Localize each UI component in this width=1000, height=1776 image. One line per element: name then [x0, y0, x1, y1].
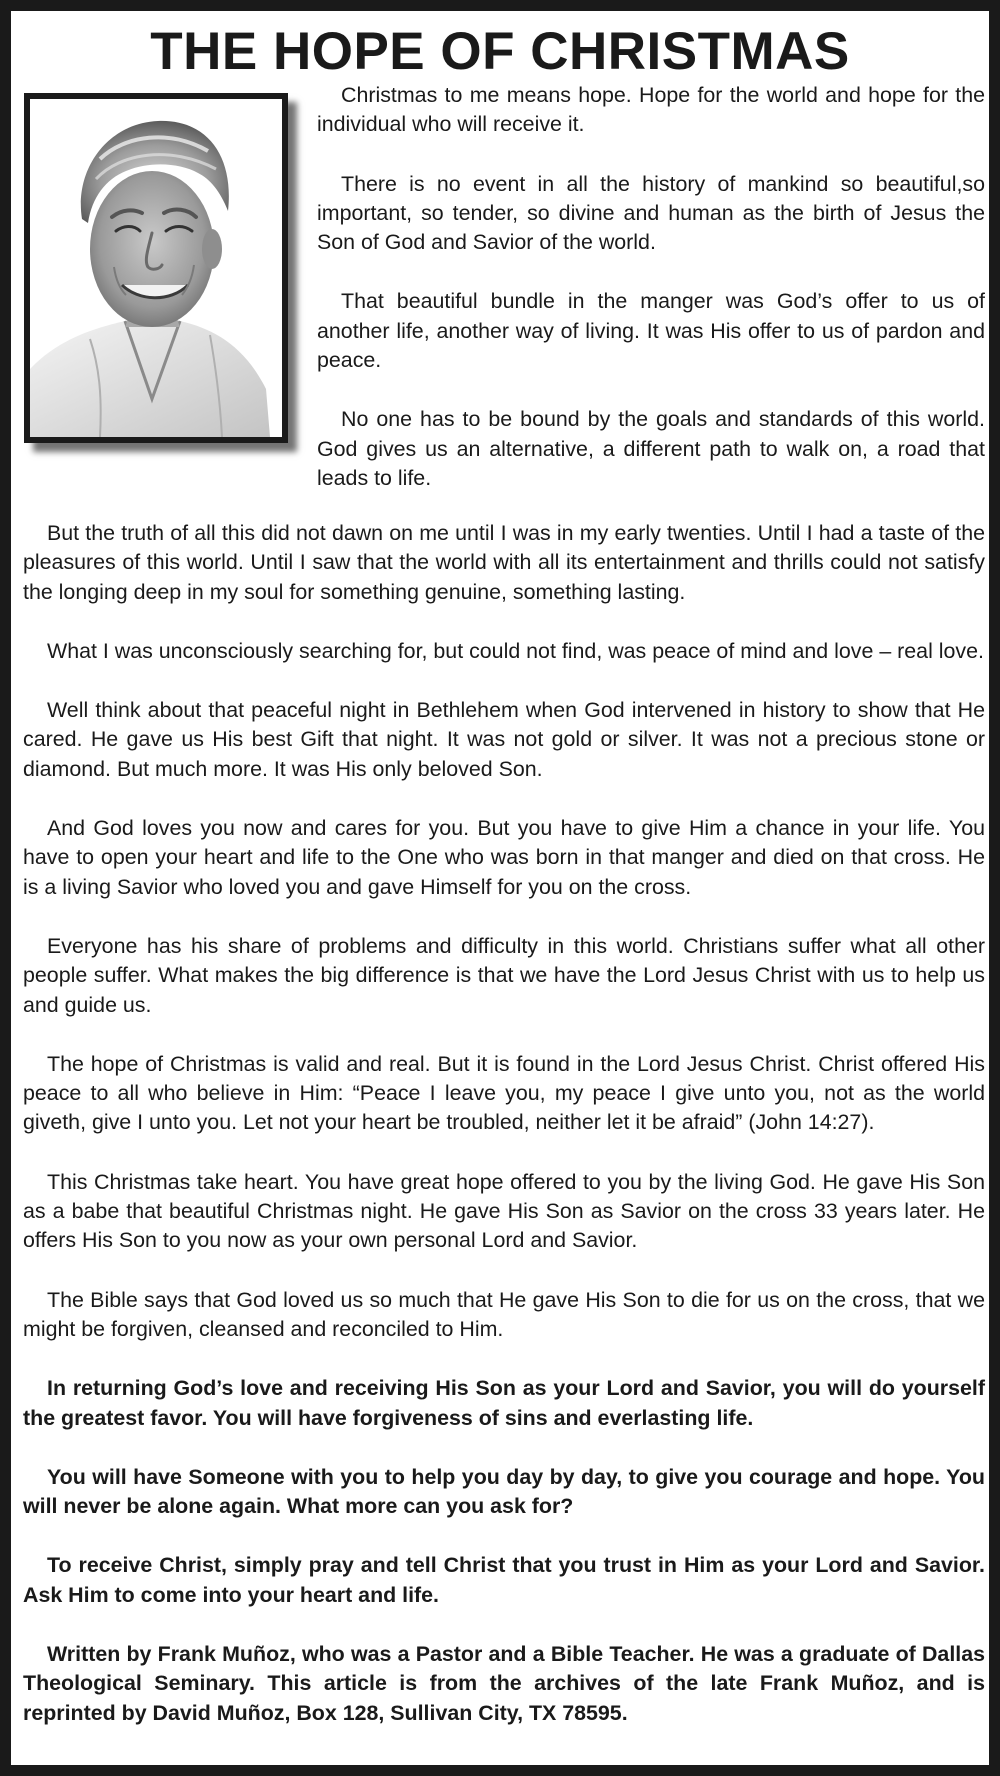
bold-paragraph: To receive Christ, simply pray and tell Christ that you trust in Him as your Lord and Savior. Ask Him to come into your heart and life. — [23, 1553, 985, 1607]
body-paragraph: The Bible says that God loved us so much that He gave His Son to die for us on the cross, that we might be forgiven, cleansed and reconciled to Him. — [23, 1287, 985, 1341]
intro-paragraph: Christmas to me means hope. Hope for the world and hope for the individual who will receive it. — [317, 83, 985, 137]
bold-paragraph: In returning God’s love and receiving His Son as your Lord and Savior, you will do yourself the greatest favor. You will have forgiveness of sins and everlasting life. — [23, 1376, 985, 1430]
intro-paragraph: There is no event in all the history of mankind so beautiful,so important, so tender, so divine and human as the birth of Jesus the Son of God and Savior of the world. — [317, 171, 985, 255]
body-paragraph: Everyone has his share of problems and difficulty in this world. Christians suffer what all other people suffer. What makes the big difference is that we have the Lord Jesus Christ with us to help us and guide us. — [23, 933, 985, 1017]
portrait-photo-icon — [30, 99, 282, 437]
body-paragraph: But the truth of all this did not dawn on me until I was in my early twenties. Until I had a taste of the pleasures of this world. Until I saw that the world with all its entertainment and thrills could not satisfy the longing deep in my soul for something genuine, something lasting. — [23, 521, 985, 604]
body-paragraph: And God loves you now and cares for you. But you have to give Him a chance in your life. You have to open your heart and life to the One who was born in that manger and died on that cross. He is a living Savior who loved you and gave Himself for you on the cross. — [23, 816, 985, 899]
intro-paragraph: No one has to be bound by the goals and standards of this world. God gives us an alternative, a different path to walk on, a road that leads to life. — [317, 407, 985, 490]
author-portrait — [24, 93, 288, 443]
bold-paragraph: You will have Someone with you to help you day by day, to give you courage and hope. You will never be alone again. What more can you ask for? — [23, 1464, 985, 1519]
body-paragraph: This Christmas take heart. You have great hope offered to you by the living God. He gave His Son as a babe that beautiful Christmas night. He gave His Son as Savior on the cross 33 years later. He offers His Son to you now as your own personal Lord and Savior. — [23, 1169, 985, 1253]
body-paragraph: What I was unconsciously searching for, but could not find, was peace of mind and love – real love. — [47, 638, 984, 663]
article-title: THE HOPE OF CHRISTMAS — [150, 22, 850, 81]
body-paragraph: Well think about that peaceful night in Bethlehem when God intervened in history to show that He cared. He gave us His best Gift that night. It was not gold or silver. It was not a precious stone or diamond. But much more. It was His only beloved Son. — [23, 698, 985, 781]
intro-column — [317, 81, 985, 523]
body-paragraph: The hope of Christmas is valid and real. But it is found in the Lord Jesus Christ. Christ offered His peace to all who believe in Him: “Peace I leave you, my peace I give unto you, not as the world giveth, give I unto you. Let not your heart be troubled, neither let it be afraid” (John 14:27). — [23, 1051, 985, 1135]
body-column — [23, 519, 985, 1758]
author-credit: Written by Frank Muñoz, who was a Pastor and a Bible Teacher. He was a graduate of Dallas Theological Seminary. This article is from the archives of the late Frank Muñoz, and is reprinted by David Muñoz, Box 128, Sullivan City, TX 78595. — [23, 1642, 985, 1725]
intro-paragraph: That beautiful bundle in the manger was God’s offer to us of another life, another way of living. It was His offer to us of pardon and peace. — [317, 289, 985, 373]
